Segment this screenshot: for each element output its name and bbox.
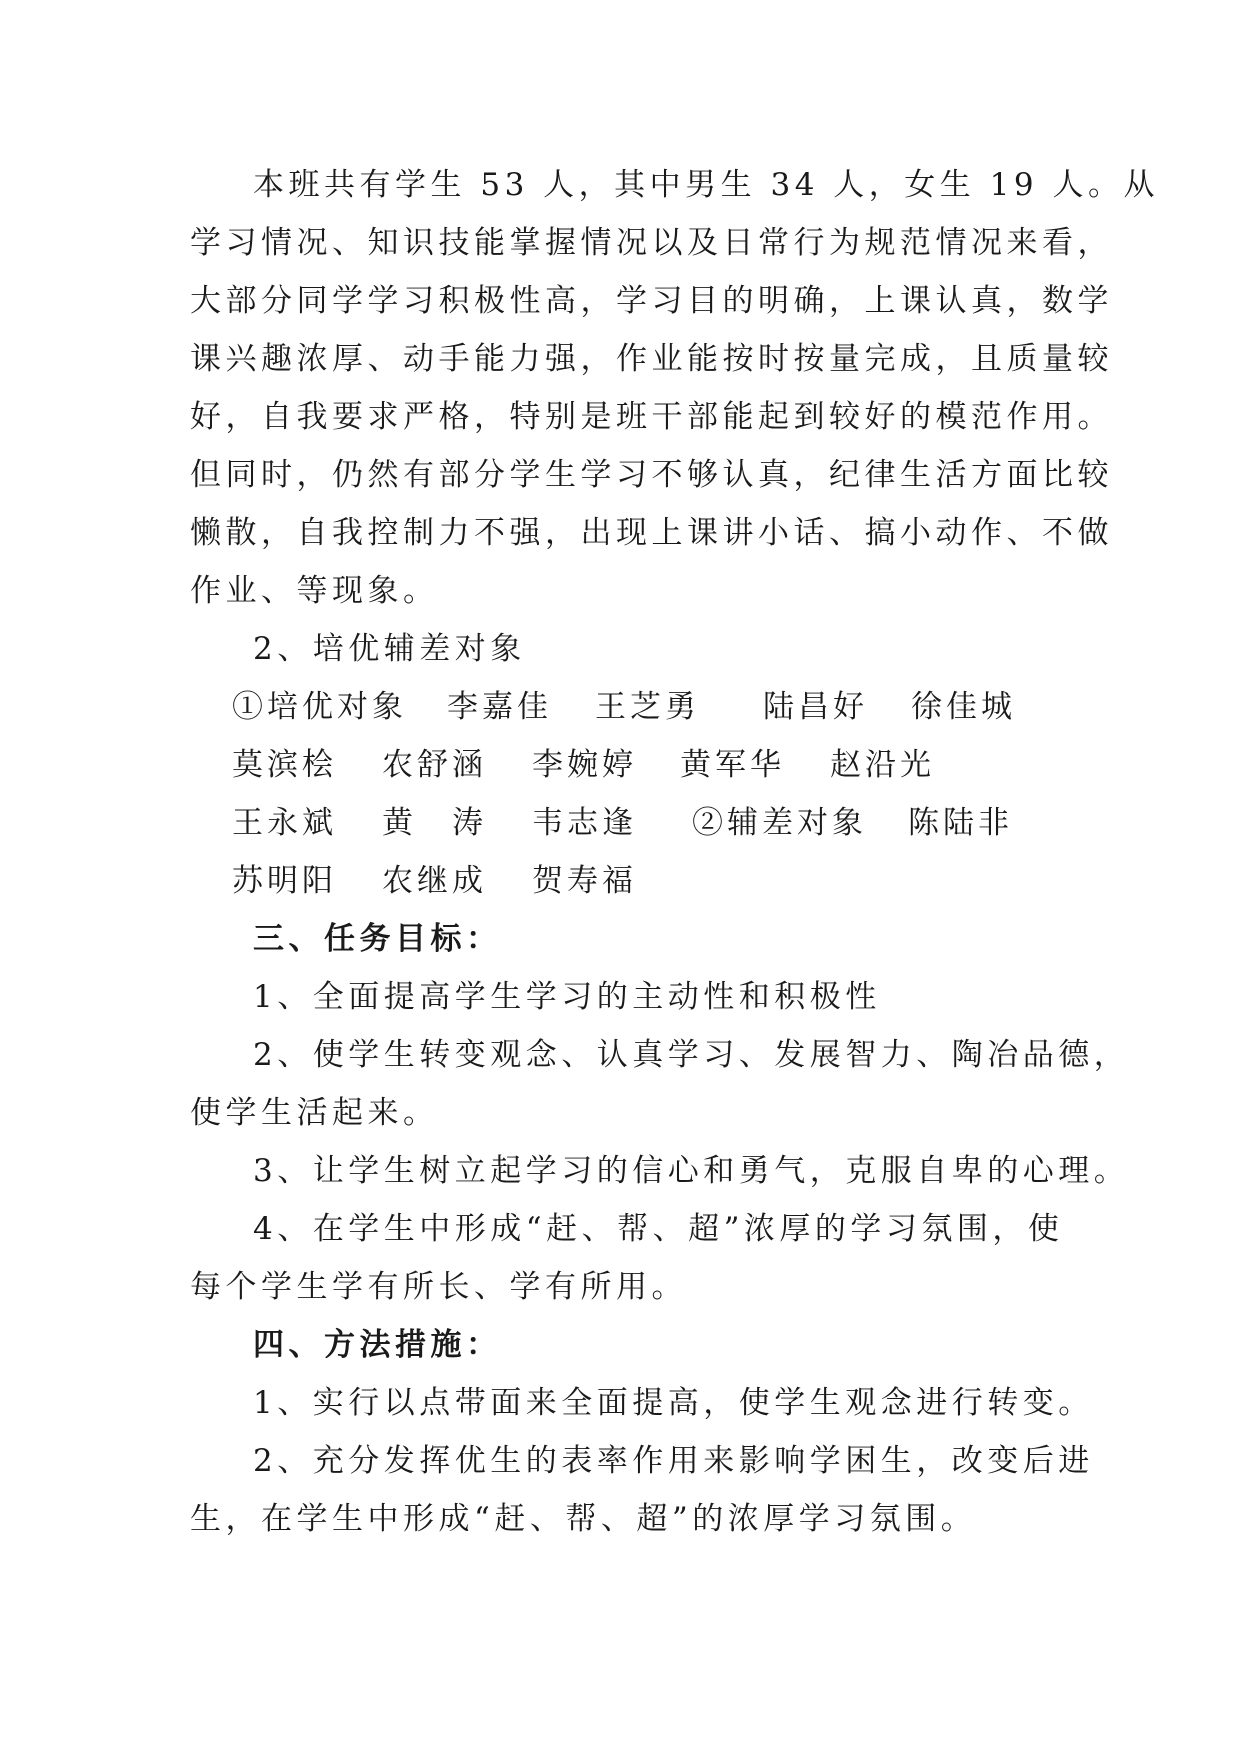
- goal-item-3: 3、让学生树立起学习的信心和勇气，克服自卑的心理。: [253, 1153, 1130, 1189]
- name-cell: 农舒涵: [382, 747, 487, 783]
- name-cell: ①培优对象: [232, 689, 407, 725]
- name-cell: 农继成: [382, 863, 487, 899]
- method-item-2-continued: 生，在学生中形成“赶、帮、超”的浓厚学习氛围。: [190, 1501, 977, 1537]
- name-cell: 韦志逢: [532, 805, 637, 841]
- name-cell: 黄 涛: [382, 805, 487, 841]
- name-cell: 李嘉佳: [447, 689, 552, 725]
- paragraph-line: 课兴趣浓厚、动手能力强，作业能按时按量完成，且质量较: [190, 341, 1113, 377]
- name-cell: 王永斌: [232, 805, 337, 841]
- paragraph-line: 学习情况、知识技能掌握情况以及日常行为规范情况来看，: [190, 225, 1113, 261]
- goal-item-2: 2、使学生转变观念、认真学习、发展智力、陶冶品德，: [253, 1037, 1130, 1073]
- name-cell: 王芝勇: [595, 689, 700, 725]
- goal-item-1: 1、全面提高学生学习的主动性和积极性: [253, 979, 881, 1015]
- names-row: [232, 685, 1016, 729]
- name-cell: 徐佳城: [911, 689, 1016, 725]
- name-cell: 黄军华: [680, 747, 785, 783]
- method-item-2: 2、充分发挥优生的表率作用来影响学困生，改变后进: [253, 1443, 1094, 1479]
- paragraph-line: 大部分同学学习积极性高，学习目的明确，上课认真，数学: [190, 283, 1113, 319]
- name-cell: 贺寿福: [532, 863, 637, 899]
- name-cell: 苏明阳: [232, 863, 337, 899]
- name-cell: 陆昌好: [763, 689, 868, 725]
- paragraph-line: 但同时，仍然有部分学生学习不够认真，纪律生活方面比较: [190, 457, 1113, 493]
- section-heading-methods: 四、方法措施：: [253, 1327, 502, 1363]
- name-cell: 赵沿光: [830, 747, 935, 783]
- section-heading-task-goals: 三、任务目标：: [253, 921, 502, 957]
- goal-item-4: 4、在学生中形成“赶、帮、超”浓厚的学习氛围，使: [253, 1211, 1064, 1247]
- name-cell: 莫滨桧: [232, 747, 337, 783]
- goal-item-2-continued: 使学生活起来。: [190, 1095, 439, 1131]
- name-cell: 李婉婷: [532, 747, 637, 783]
- names-row: [232, 801, 1013, 845]
- name-cell: ②辅差对象: [692, 805, 867, 841]
- names-row: [232, 859, 637, 903]
- goal-item-4-continued: 每个学生学有所长、学有所用。: [190, 1269, 687, 1305]
- paragraph-line: 懒散，自我控制力不强，出现上课讲小话、搞小动作、不做: [190, 515, 1113, 551]
- method-item-1: 1、实行以点带面来全面提高，使学生观念进行转变。: [253, 1385, 1094, 1421]
- name-cell: 陈陆非: [908, 805, 1013, 841]
- subheading-target-students: 2、培优辅差对象: [253, 631, 526, 667]
- paragraph-line: 好，自我要求严格，特别是班干部能起到较好的模范作用。: [190, 399, 1113, 435]
- names-row: [232, 743, 935, 787]
- paragraph-line: 作业、等现象。: [190, 573, 439, 609]
- paragraph-line: 本班共有学生 53 人，其中男生 34 人，女生 19 人。从: [253, 167, 1159, 203]
